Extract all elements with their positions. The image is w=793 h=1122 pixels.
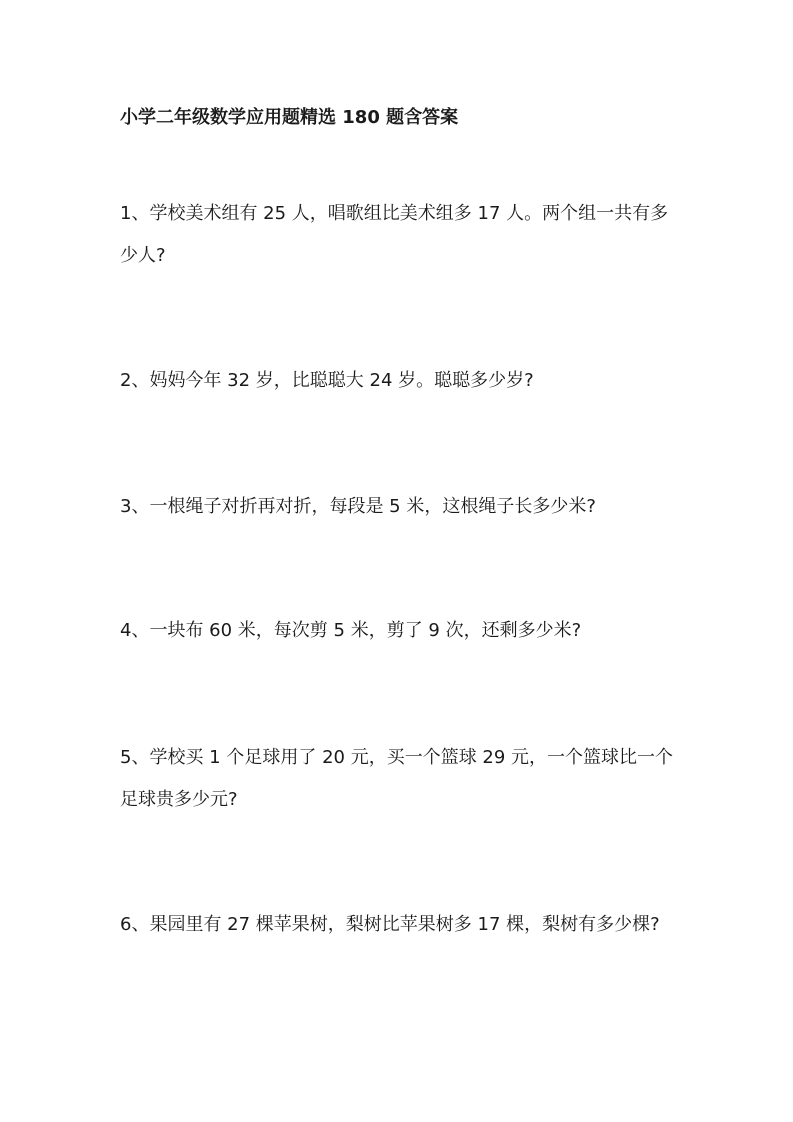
question-1: 1、学校美术组有 25 人，唱歌组比美术组多 17 人。两个组一共有多少人? <box>120 203 669 266</box>
question-4: 4、一块布 60 米，每次剪 5 米，剪了 9 次，还剩多少米? <box>120 620 582 641</box>
question-2: 2、妈妈今年 32 岁，比聪聪大 24 岁。聪聪多少岁? <box>120 370 534 391</box>
question-5: 5、学校买 1 个足球用了 20 元，买一个篮球 29 元，一个篮球比一个足球贵多少元? <box>120 747 674 810</box>
page-title: 小学二年级数学应用题精选 180 题含答案 <box>120 107 459 128</box>
question-3: 3、一根绳子对折再对折，每段是 5 米，这根绳子长多少米? <box>120 496 596 517</box>
question-6: 6、果园里有 27 棵苹果树，梨树比苹果树多 17 棵，梨树有多少棵? <box>120 914 660 935</box>
